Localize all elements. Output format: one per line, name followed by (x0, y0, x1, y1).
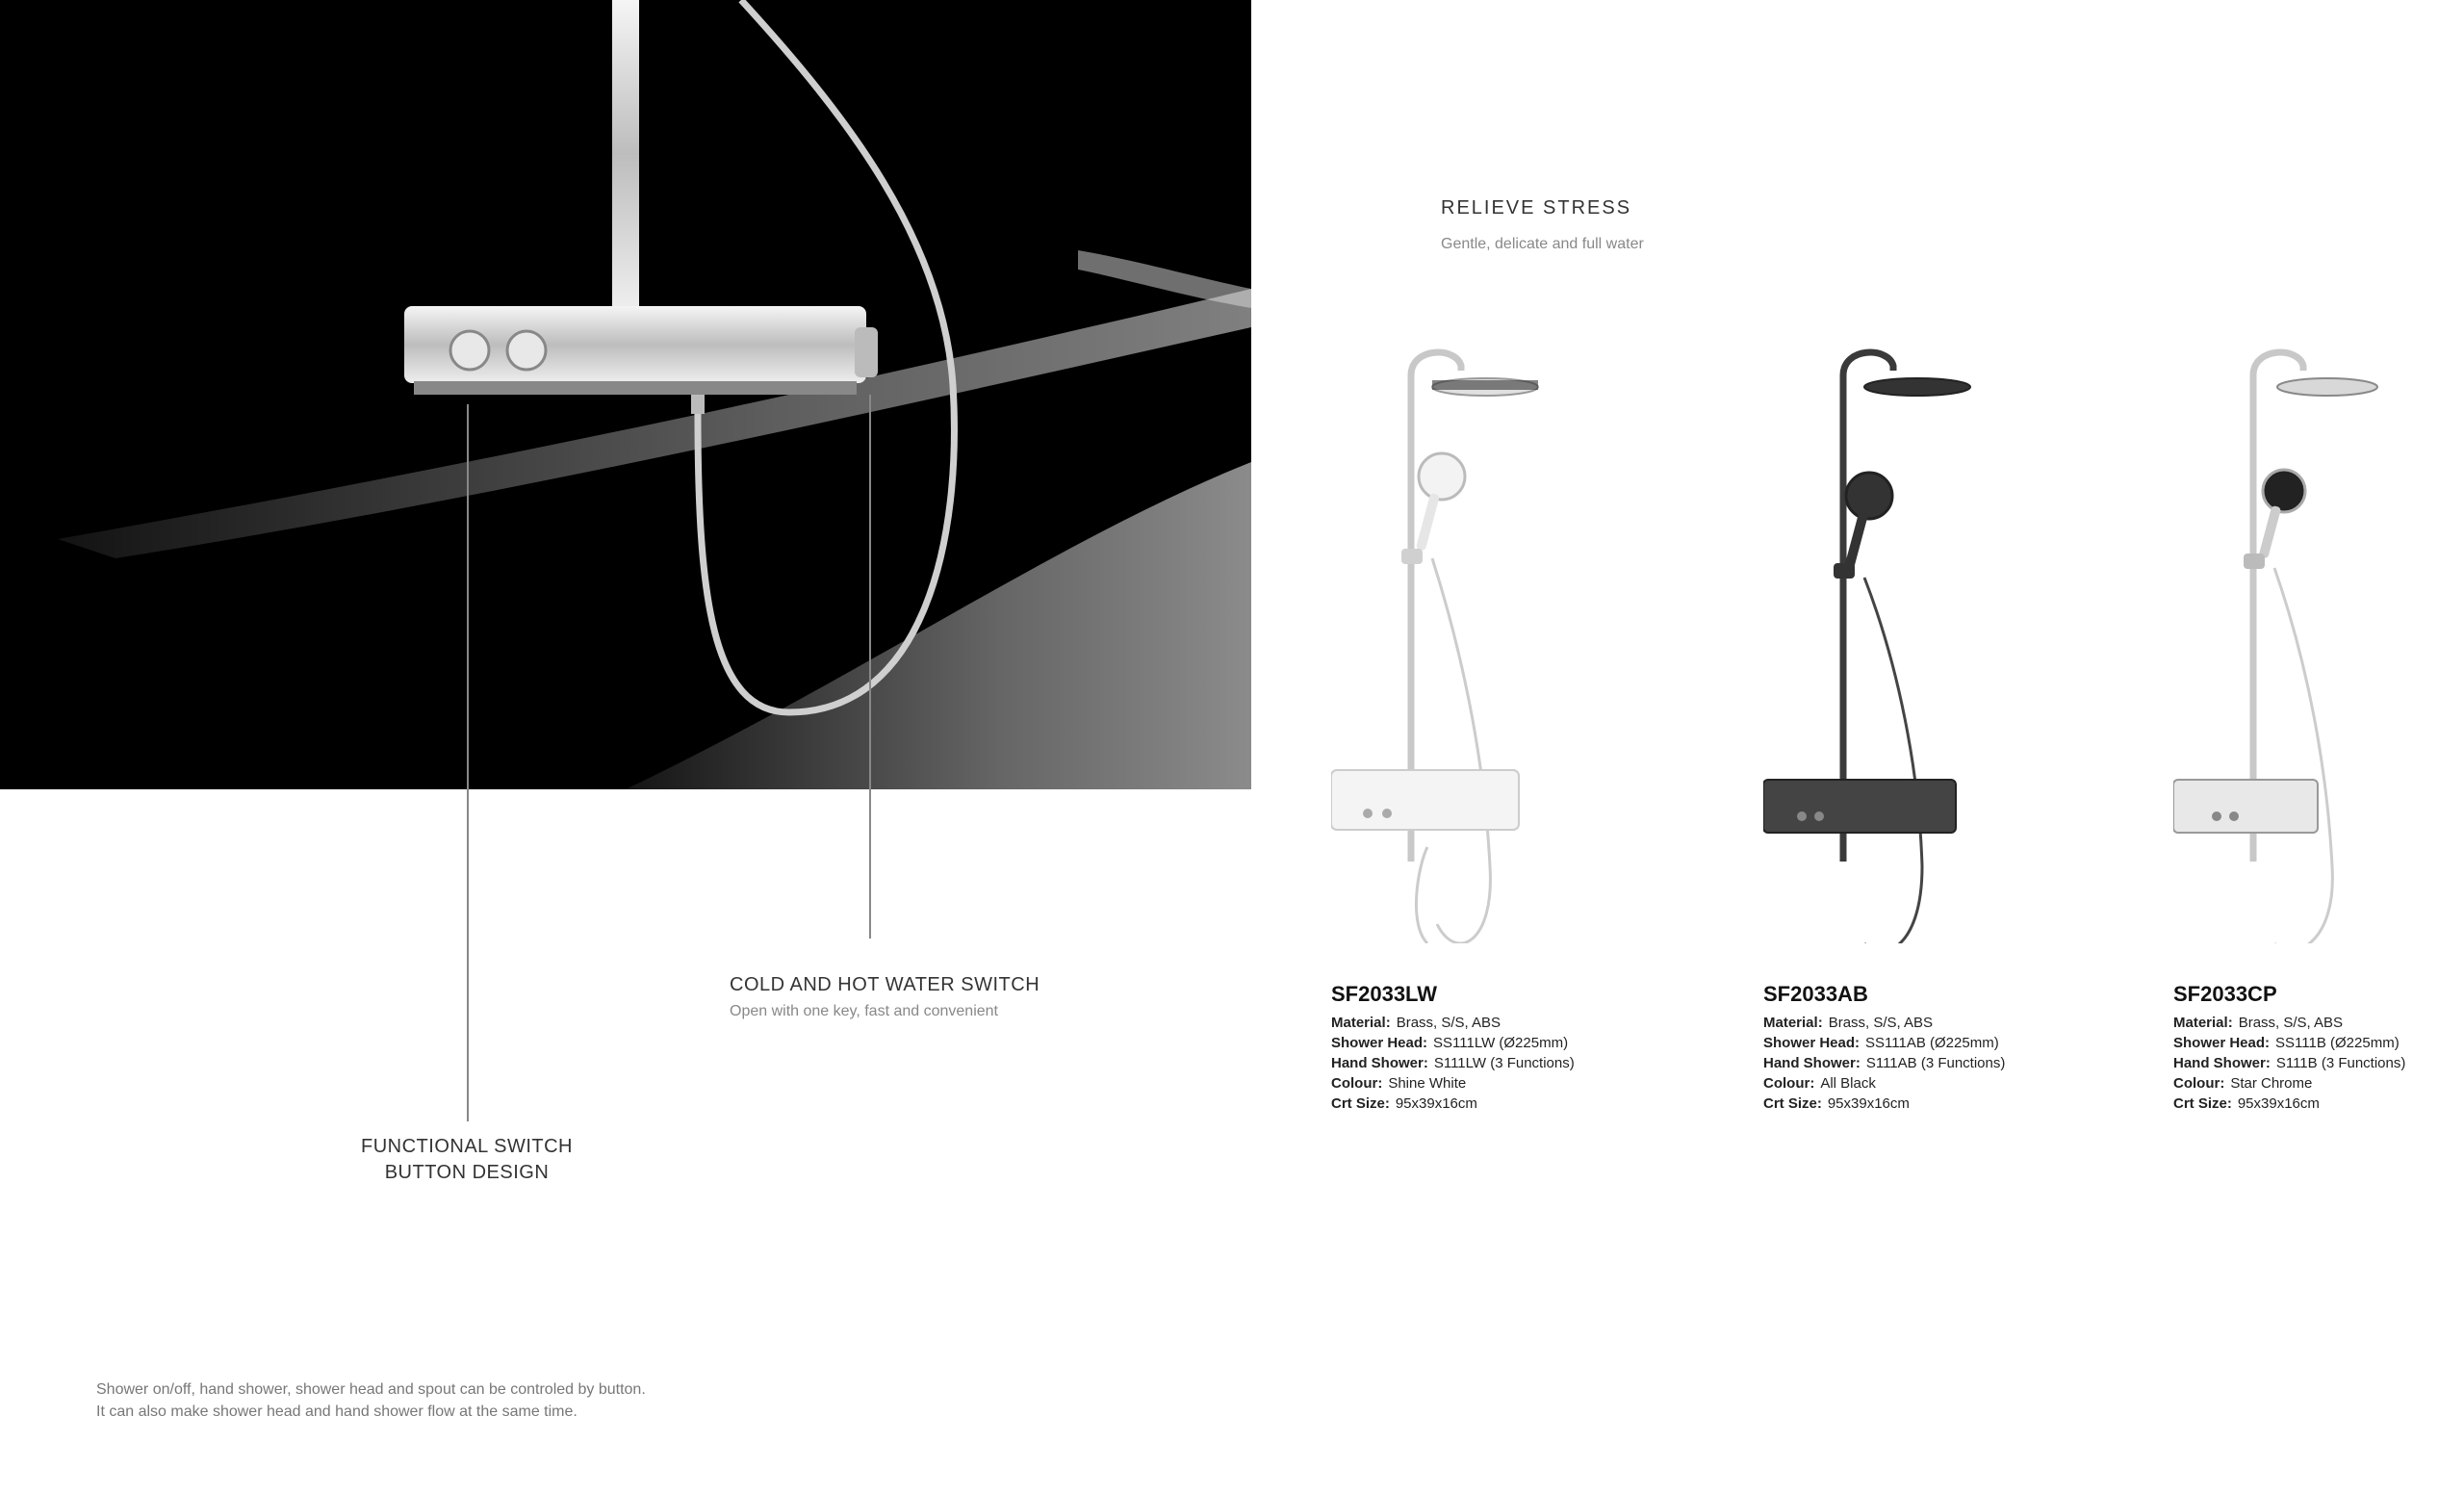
product-code: SF2033LW (1331, 982, 1438, 1006)
shower-column-black-image (1763, 327, 1994, 943)
spec-hand-shower: Hand Shower: S111LW (3 Functions) (1331, 1055, 1575, 1071)
product-card-sf2033lw (1331, 327, 1697, 1114)
section-title: RELIEVE STRESS (1441, 197, 1632, 219)
spec-hand-shower: Hand Shower: S111B (3 Functions) (2173, 1055, 2406, 1071)
section-subtitle: Gentle, delicate and full water (1441, 236, 1644, 252)
spec-material: Material: Brass, S/S, ABS (1331, 1015, 1502, 1031)
product-card-sf2033ab (1763, 327, 2129, 1114)
spec-crt-size: Crt Size: 95x39x16cm (1331, 1095, 1477, 1112)
cold-hot-switch-callout-line (869, 395, 871, 939)
functional-switch-callout-line (467, 404, 469, 1121)
footer-note (96, 1378, 646, 1423)
spec-shower-head: Shower Head: SS111B (Ø225mm) (2173, 1035, 2400, 1051)
spec-colour: Colour: Star Chrome (2173, 1075, 2313, 1092)
shower-column-chrome-image (2173, 327, 2404, 943)
cold-hot-switch-subtitle: Open with one key, fast and convenient (730, 1003, 998, 1019)
spec-hand-shower: Hand Shower: S111AB (3 Functions) (1763, 1055, 2006, 1071)
spec-material: Material: Brass, S/S, ABS (1763, 1015, 1934, 1031)
spec-material: Material: Brass, S/S, ABS (2173, 1015, 2344, 1031)
product-specs (1331, 1013, 1697, 1114)
product-code: SF2033CP (2173, 982, 2277, 1006)
product-specs (2173, 1013, 2464, 1114)
spec-colour: Colour: All Black (1763, 1075, 1876, 1092)
functional-switch-title-line2: BUTTON DESIGN (384, 1162, 550, 1183)
shower-column-white-image (1331, 327, 1562, 943)
hero-image (0, 0, 1251, 789)
footer-note-line1: Shower on/off, hand shower, shower head and spout can be controled by button. (96, 1381, 646, 1398)
functional-switch-title (356, 1134, 578, 1186)
spec-crt-size: Crt Size: 95x39x16cm (2173, 1095, 2320, 1112)
hero-shower-illustration (0, 0, 1251, 789)
footer-note-line2: It can also make shower head and hand shower flow at the same time. (96, 1403, 578, 1420)
functional-switch-title-line1: FUNCTIONAL SWITCH (361, 1136, 573, 1157)
spec-shower-head: Shower Head: SS111AB (Ø225mm) (1763, 1035, 1999, 1051)
spec-shower-head: Shower Head: SS111LW (Ø225mm) (1331, 1035, 1569, 1051)
product-specs (1763, 1013, 2129, 1114)
spec-colour: Colour: Shine White (1331, 1075, 1467, 1092)
cold-hot-switch-title: COLD AND HOT WATER SWITCH (730, 974, 1040, 995)
product-card-sf2033cp (2173, 327, 2464, 1114)
product-code: SF2033AB (1763, 982, 1868, 1006)
spec-crt-size: Crt Size: 95x39x16cm (1763, 1095, 1910, 1112)
